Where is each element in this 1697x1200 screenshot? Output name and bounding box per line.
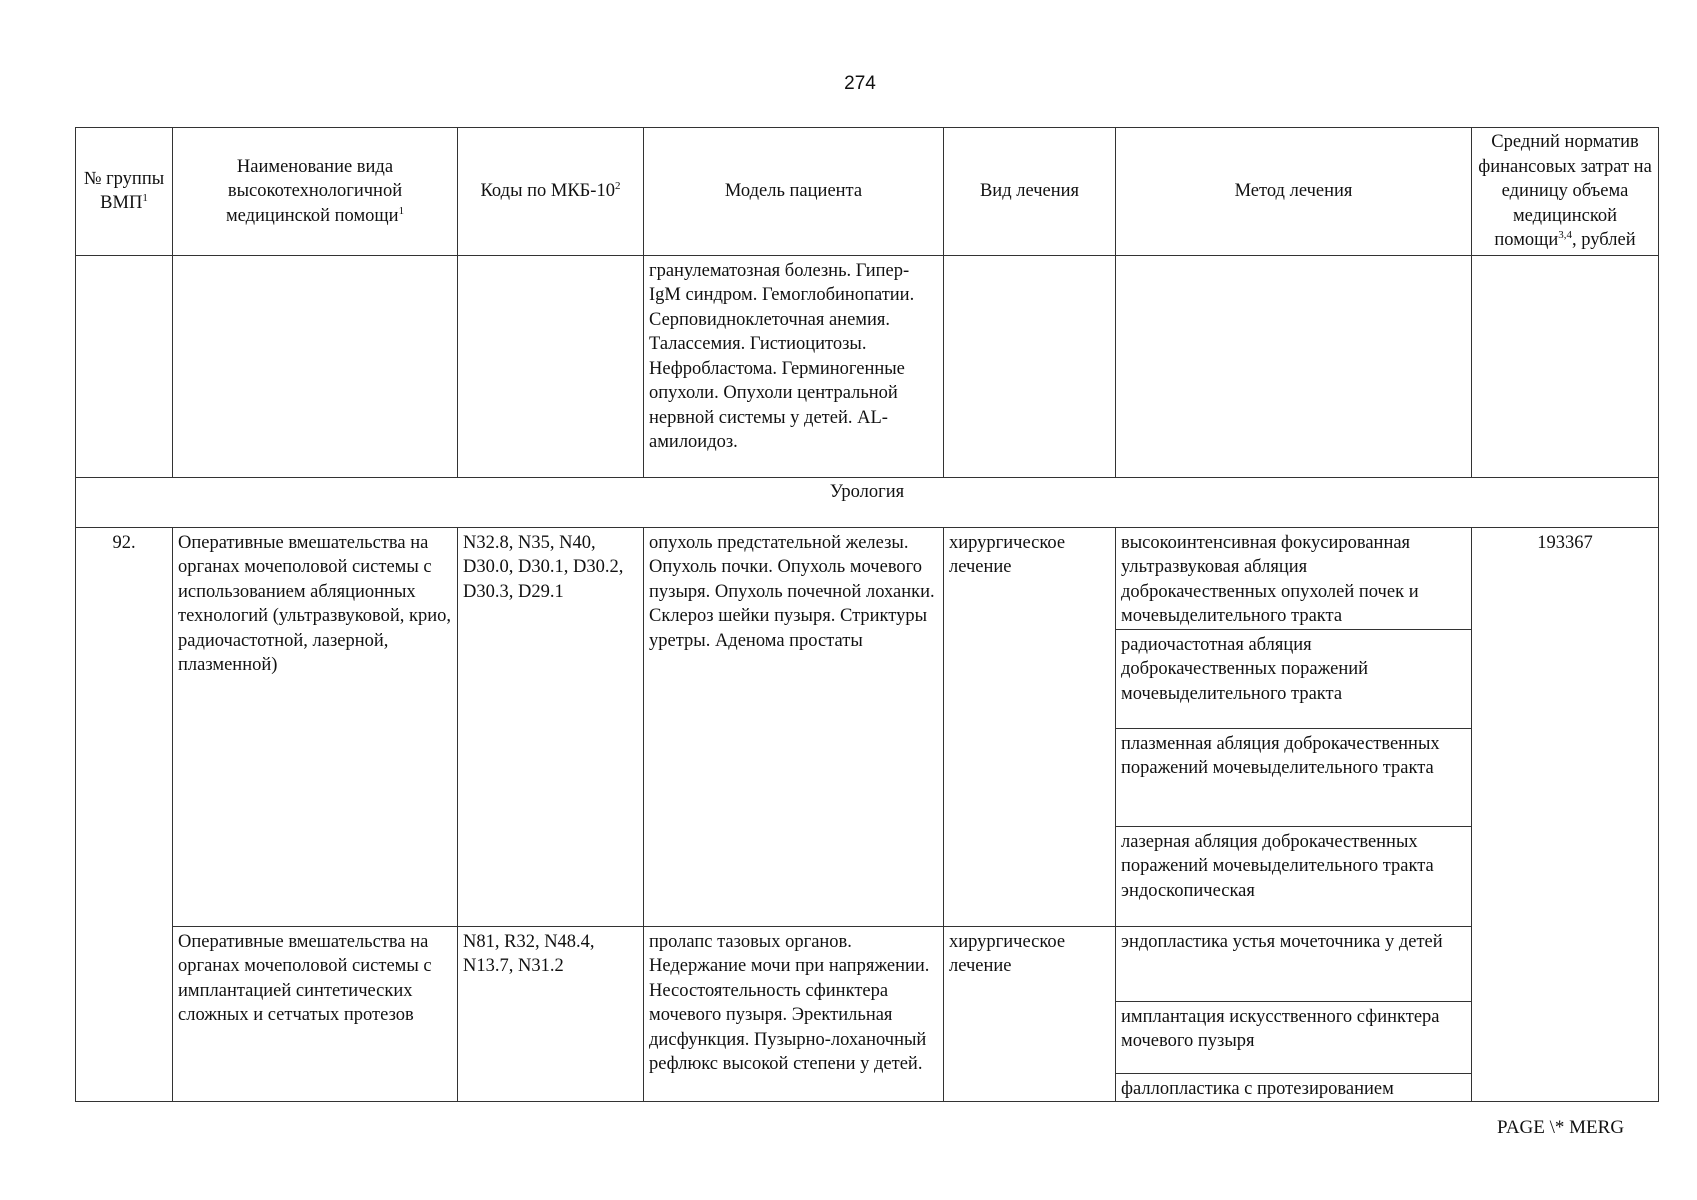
cell-treatment-method — [1116, 255, 1472, 477]
cell-cost-norm — [1472, 255, 1659, 477]
cell-group-number — [76, 255, 173, 477]
cell-patient-model: опухоль предстательной железы. Опухоль почки. Опухоль мочевого пузыря. Опухоль почечной лоханки. Склероз шейки пузыря. Стриктуры уретры. Аденома простаты — [644, 527, 944, 926]
cell-treatment-method: высокоинтенсивная фокусированная ультразвуковая абляция доброкачественных опухолей почек и мочевыделительного тракта — [1116, 527, 1472, 629]
cell-treatment-type — [944, 255, 1116, 477]
cell-cost-norm: 193367 — [1472, 527, 1659, 1102]
cell-treatment-method: имплантация искусственного сфинктера мочевого пузыря — [1116, 1001, 1472, 1073]
header-patient-model: Модель пациента — [644, 128, 944, 256]
table-row — [76, 527, 1659, 629]
cell-icd-codes — [458, 255, 644, 477]
header-icd-codes: Коды по МКБ-$10^2$ — [458, 128, 644, 256]
header-cost-norm: Средний норматив финансовых затрат на единицу объема медицинской помощи$^{3,4}$, рублей — [1472, 128, 1659, 256]
section-title: Урология — [76, 477, 1659, 527]
cell-vmp-name: Оперативные вмешательства на органах мочеполовой системы с использованием абляционных технологий (ультразвуковой, крио, радиочастотной, лазерной, плазменной) — [173, 527, 458, 926]
vmp-table — [75, 127, 1659, 1102]
cell-patient-model: пролапс тазовых органов. Недержание мочи при напряжении. Несостоятельность сфинктера мочевого пузыря. Эректильная дисфункция. Пузырно-лоханочный рефлюкс высокой степени у детей. — [644, 926, 944, 1102]
header-group-number: № группы ВМП$^1$ — [76, 128, 173, 256]
cell-patient-model: гранулематозная болезнь. Гипер-IgM синдром. Гемоглобинопатии. Серповидноклеточная анемия. Талассемия. Гистиоцитозы. Нефробластома. Герминогенные опухоли. Опухоли центральной нервной системы у детей. AL-амилоидоз. — [644, 255, 944, 477]
table-row — [76, 255, 1659, 477]
header-treatment-type: Вид лечения — [944, 128, 1116, 256]
cell-treatment-method: плазменная абляция доброкачественных поражений мочевыделительного тракта — [1116, 728, 1472, 826]
page-field-footer: PAGE \* MERG — [1497, 1117, 1625, 1138]
page-number: 274 — [844, 73, 876, 94]
header-vmp-name: Наименование вида высокотехнологичной медицинской помощи$^1$ — [173, 128, 458, 256]
cell-treatment-method: радиочастотная абляция доброкачественных поражений мочевыделительного тракта — [1116, 629, 1472, 728]
section-row — [76, 477, 1659, 527]
cell-treatment-type: хирургическое лечение — [944, 527, 1116, 926]
table-row — [76, 926, 1659, 1001]
table-header-row — [76, 128, 1659, 256]
cell-treatment-type: хирургическое лечение — [944, 926, 1116, 1102]
cell-treatment-method: лазерная абляция доброкачественных поражений мочевыделительного тракта эндоскопическая — [1116, 826, 1472, 926]
cell-treatment-method: эндопластика устья мочеточника у детей — [1116, 926, 1472, 1001]
cell-icd-codes: N32.8, N35, N40, D30.0, D30.1, D30.2, D30.3, D29.1 — [458, 527, 644, 926]
cell-vmp-name — [173, 255, 458, 477]
cell-vmp-name: Оперативные вмешательства на органах мочеполовой системы с имплантацией синтетических сложных и сетчатых протезов — [173, 926, 458, 1102]
header-treatment-method: Метод лечения — [1116, 128, 1472, 256]
cell-icd-codes: N81, R32, N48.4, N13.7, N31.2 — [458, 926, 644, 1102]
cell-treatment-method: фаллопластика с протезированием — [1116, 1073, 1472, 1102]
cell-group-number: 92. — [76, 527, 173, 1102]
